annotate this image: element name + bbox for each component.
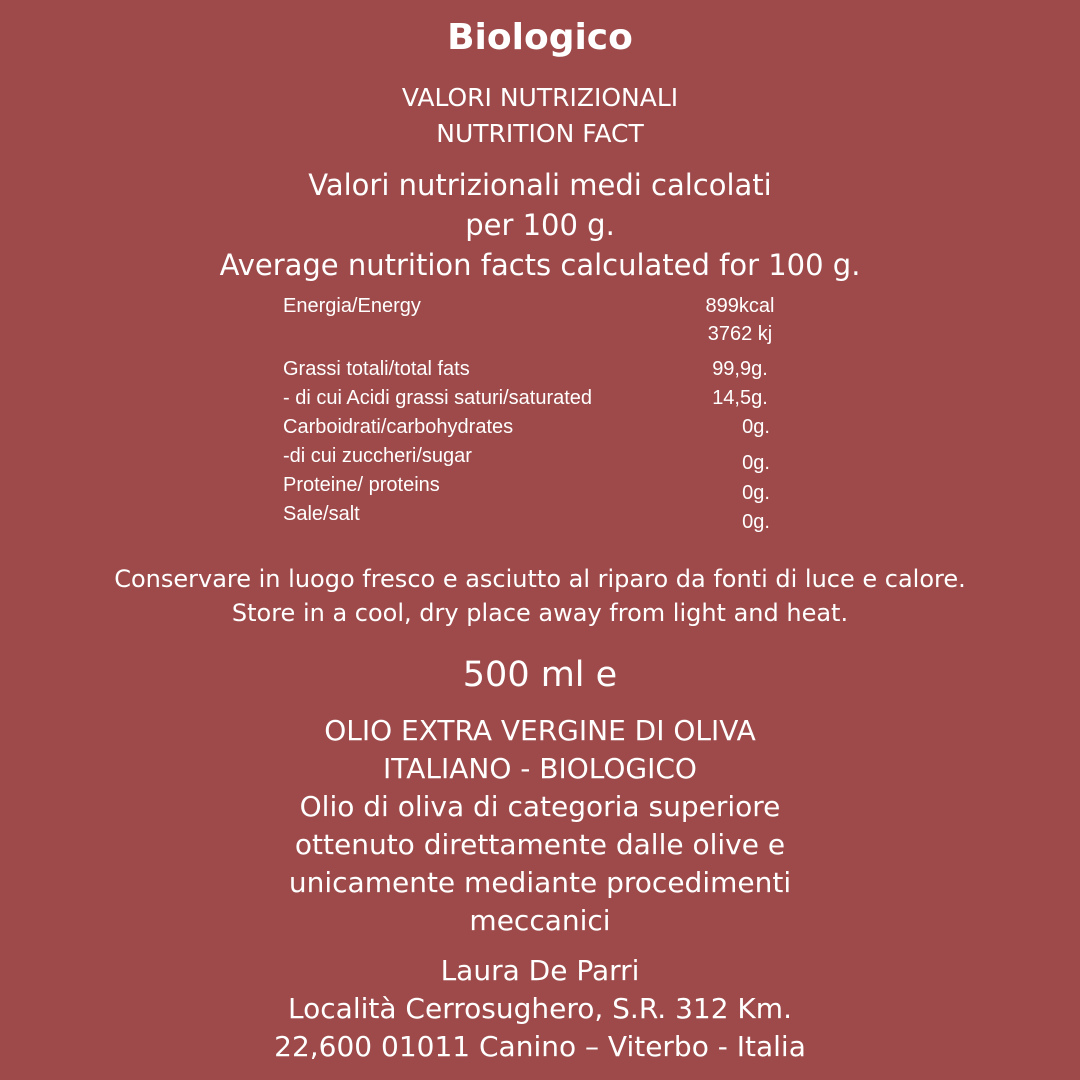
producer-name: Laura De Parri (440, 954, 640, 987)
subtitle-line-3: Average nutrition facts calculated for 100 g. (219, 248, 861, 282)
product-description (0, 712, 1080, 940)
product-line-3: Olio di oliva di categoria superiore (299, 790, 781, 823)
sugar-value: 0g. (742, 452, 770, 474)
nutrition-header-it: VALORI NUTRIZIONALI (401, 83, 679, 112)
volume: 500 ml e (462, 655, 618, 695)
product-line-2: ITALIANO - BIOLOGICO (383, 752, 697, 785)
subtitle-line-2: per 100 g. (465, 208, 615, 242)
nutrition-header (0, 80, 1080, 152)
producer-info (0, 952, 1080, 1066)
page-title: Biologico (447, 17, 633, 58)
subtitle-line-1: Valori nutrizionali medi calcolati (308, 168, 772, 202)
protein-label: Proteine/ proteins (283, 474, 440, 496)
product-line-1: OLIO EXTRA VERGINE DI OLIVA (324, 714, 756, 747)
energy-kcal-value: 899kcal (705, 295, 775, 317)
fat-value: 99,9g. (712, 358, 768, 380)
storage-instructions (0, 562, 1080, 630)
energy-kj-value: 3762 kj (707, 323, 773, 345)
product-line-4: ottenuto direttamente dalle olive e (294, 828, 786, 861)
carbs-label: Carboidrati/carbohydrates (283, 416, 514, 438)
protein-value: 0g. (742, 482, 770, 504)
saturated-value: 14,5g. (712, 387, 768, 409)
nutrition-header-en: NUTRITION FACT (436, 119, 644, 148)
energy-label: Energia/Energy (283, 295, 421, 317)
carbs-value: 0g. (742, 416, 770, 438)
producer-address-1: Località Cerrosughero, S.R. 312 Km. (288, 992, 792, 1025)
nutrition-subtitle (0, 165, 1080, 285)
storage-it: Conservare in luogo fresco e asciutto al riparo da fonti di luce e calore. (114, 565, 966, 593)
salt-label: Sale/salt (283, 503, 360, 525)
storage-en: Store in a cool, dry place away from light and heat. (231, 599, 849, 627)
product-line-5: unicamente mediante procedimenti (288, 866, 792, 899)
product-line-6: meccanici (469, 904, 611, 937)
saturated-label: - di cui Acidi grassi saturi/saturated (283, 387, 593, 409)
fat-label: Grassi totali/total fats (283, 358, 470, 380)
producer-address-2: 22,600 01011 Canino – Viterbo - Italia (274, 1030, 806, 1063)
salt-value: 0g. (742, 511, 770, 533)
sugar-label: -di cui zuccheri/sugar (283, 445, 472, 467)
